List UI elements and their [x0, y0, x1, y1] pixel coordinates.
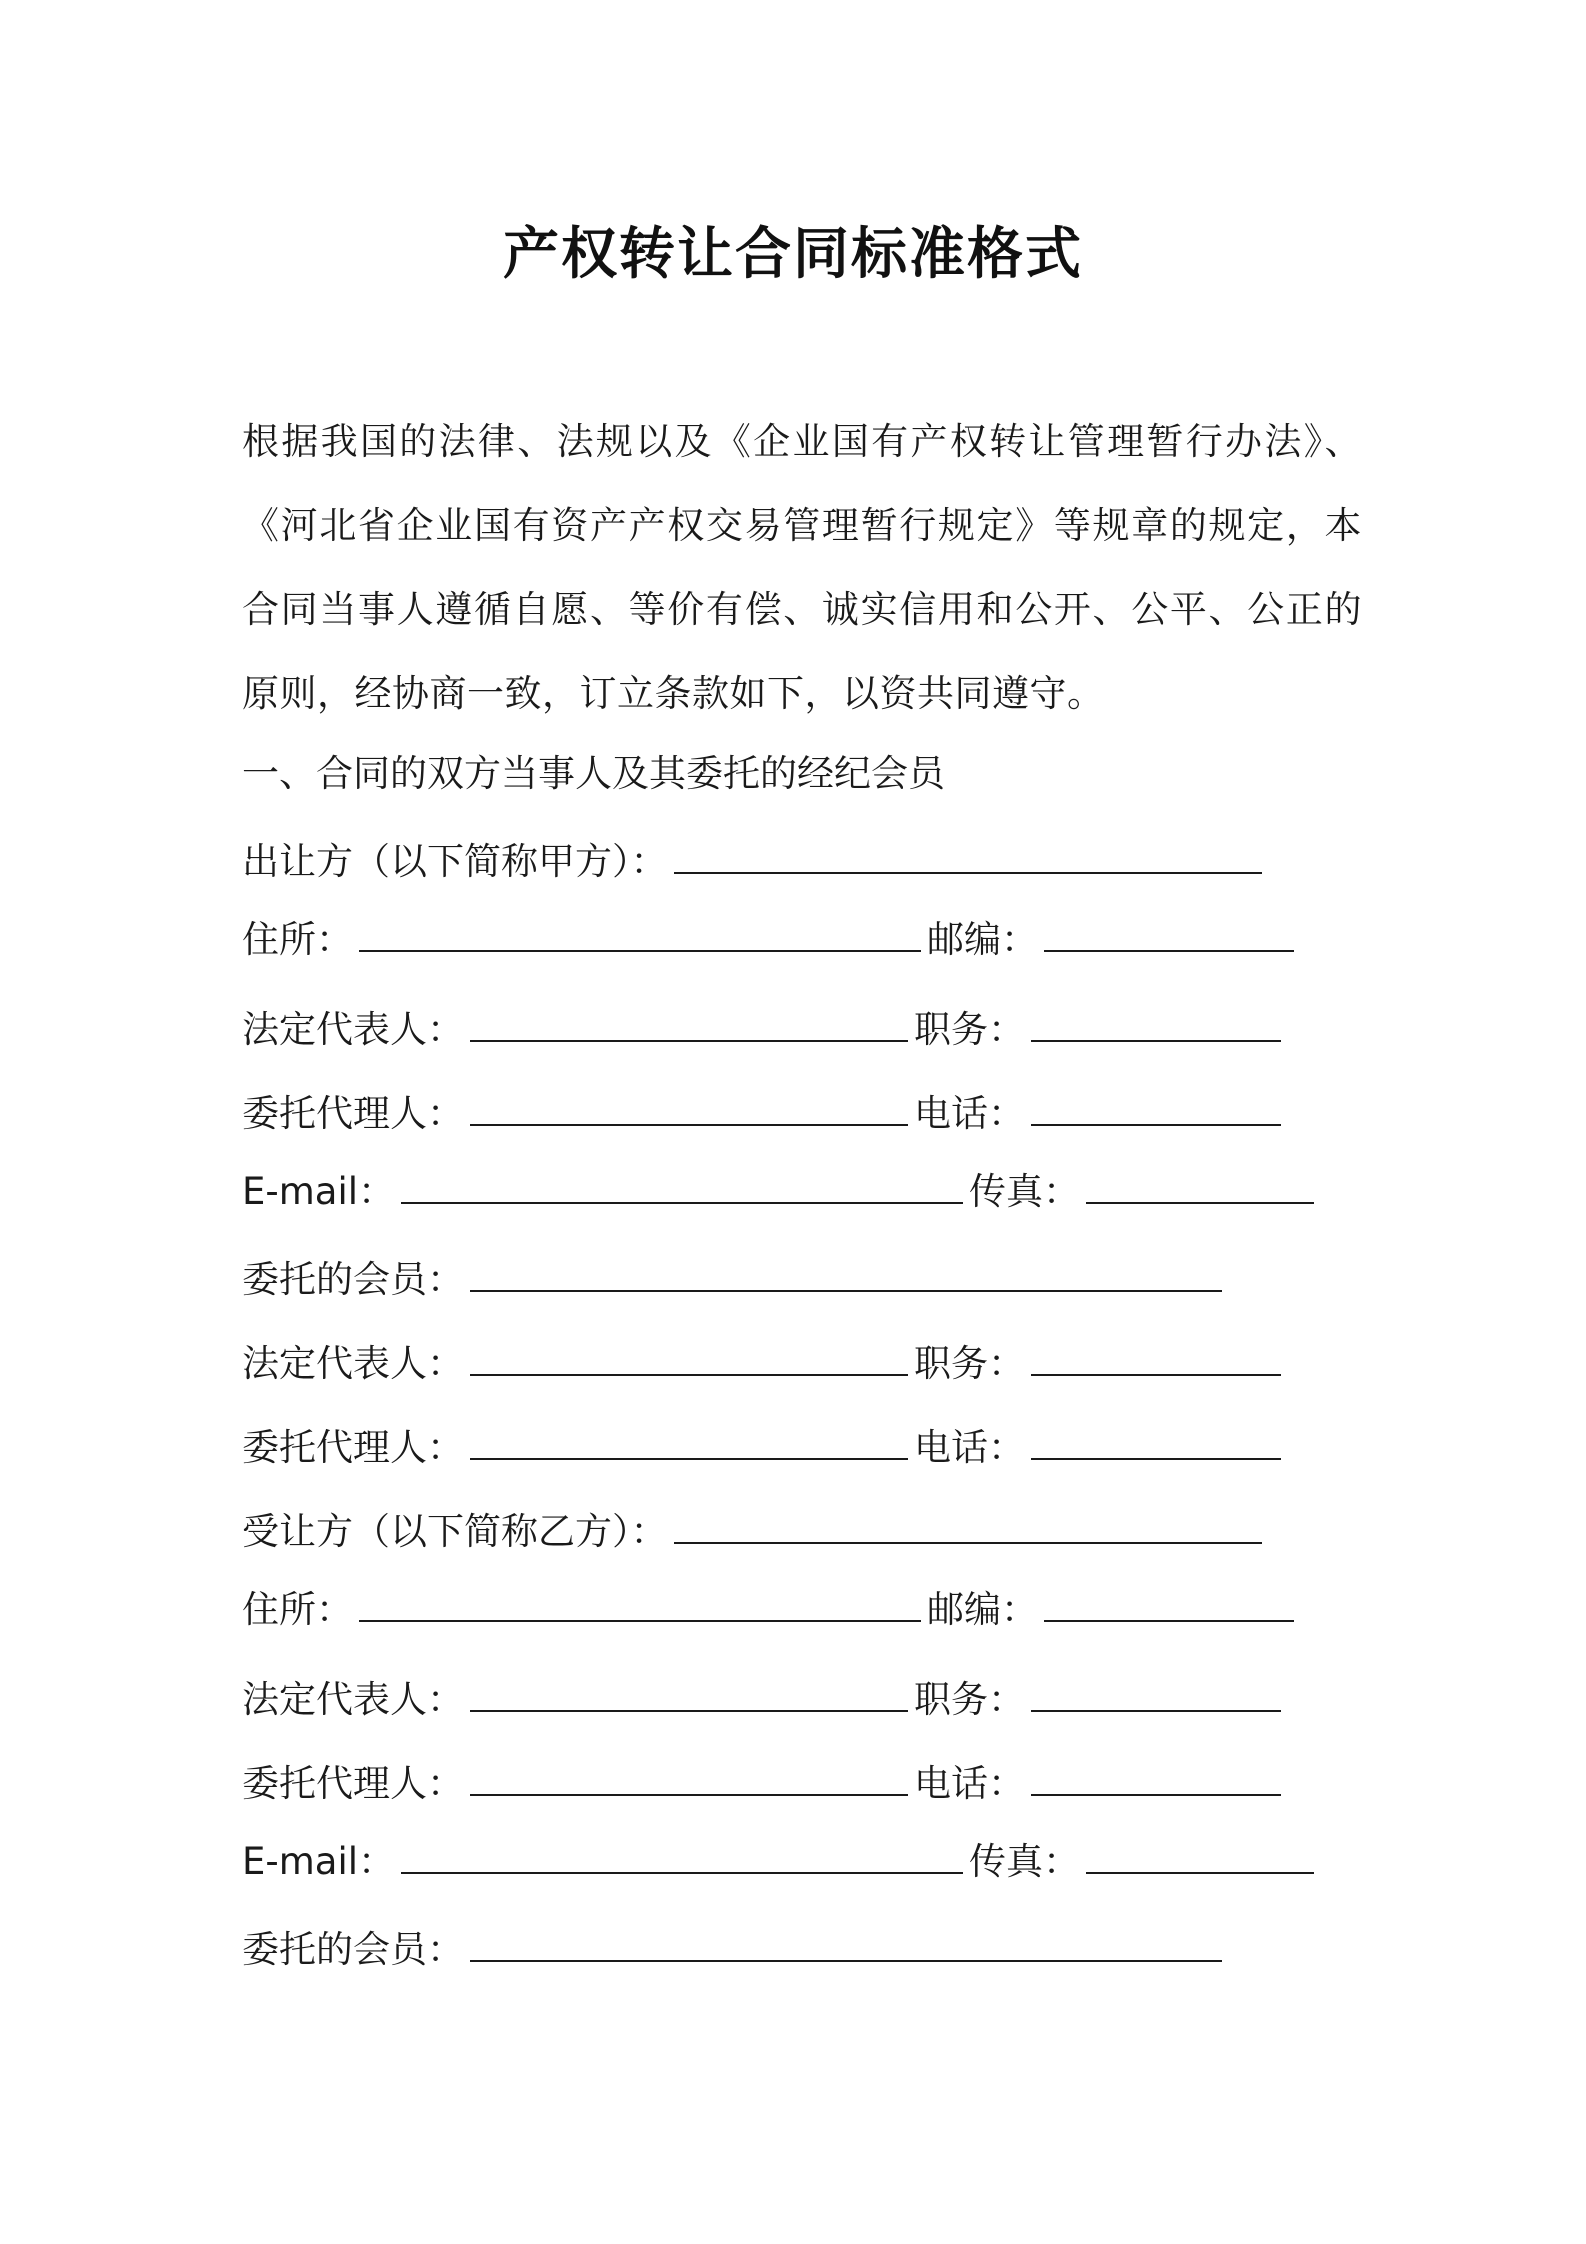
party-a-member-legal-rep-row: [242, 1338, 1287, 1390]
party-a-member-label: 委托的会员：: [242, 1258, 464, 1301]
party-a-agent-field[interactable]: [470, 1094, 908, 1126]
party-a-legal-rep-label: 法定代表人：: [242, 1008, 464, 1051]
party-b-postcode-label: 邮编：: [927, 1588, 1038, 1631]
party-a-member-row: [242, 1254, 1228, 1306]
party-b-member-field[interactable]: [470, 1930, 1222, 1962]
party-a-name-field[interactable]: [674, 842, 1262, 874]
party-a-member-agent-row: [242, 1422, 1287, 1474]
party-b-agent-label: 委托代理人：: [242, 1762, 464, 1805]
party-b-postcode-field[interactable]: [1044, 1590, 1294, 1622]
party-b-name-row: [242, 1506, 1268, 1558]
section-heading-text: 一、合同的双方当事人及其委托的经纪会员: [242, 752, 945, 795]
party-a-fax-field[interactable]: [1086, 1172, 1314, 1204]
party-a-member-position-field[interactable]: [1031, 1344, 1281, 1376]
party-b-email-row: [242, 1836, 1320, 1888]
party-a-member-phone-field[interactable]: [1031, 1428, 1281, 1460]
party-b-email-field[interactable]: [401, 1842, 963, 1874]
party-b-address-label: 住所：: [242, 1588, 353, 1631]
party-a-agent-row: [242, 1088, 1287, 1140]
party-b-legal-rep-field[interactable]: [470, 1680, 908, 1712]
party-a-address-label: 住所：: [242, 918, 353, 961]
party-b-address-row: [242, 1584, 1300, 1636]
party-b-address-field[interactable]: [359, 1590, 921, 1622]
party-a-address-field[interactable]: [359, 920, 921, 952]
party-a-position-field[interactable]: [1031, 1010, 1281, 1042]
party-a-fax-label: 传真：: [969, 1170, 1081, 1213]
party-a-member-agent-field[interactable]: [470, 1428, 908, 1460]
party-b-name-field[interactable]: [674, 1512, 1262, 1544]
party-a-email-label: E-mail：: [242, 1170, 396, 1213]
party-b-position-label: 职务：: [914, 1678, 1025, 1721]
section-heading: [242, 748, 945, 800]
party-a-email-field[interactable]: [401, 1172, 963, 1204]
party-b-agent-field[interactable]: [470, 1764, 908, 1796]
party-a-member-phone-label: 电话：: [914, 1426, 1025, 1469]
party-b-legal-rep-label: 法定代表人：: [242, 1678, 464, 1721]
party-a-postcode-field[interactable]: [1044, 920, 1294, 952]
party-a-address-row: [242, 914, 1300, 966]
party-b-fax-label: 传真：: [969, 1840, 1081, 1883]
party-a-legal-rep-field[interactable]: [470, 1010, 908, 1042]
party-b-member-label: 委托的会员：: [242, 1928, 464, 1971]
party-a-phone-label: 电话：: [914, 1092, 1025, 1135]
party-b-member-row: [242, 1924, 1228, 1976]
party-b-email-label: E-mail：: [242, 1840, 396, 1883]
party-b-phone-label: 电话：: [914, 1762, 1025, 1805]
party-b-fax-field[interactable]: [1086, 1842, 1314, 1874]
party-b-name-label: 受让方（以下简称乙方）：: [242, 1510, 668, 1553]
party-a-member-position-label: 职务：: [914, 1342, 1025, 1385]
document-title: 产权转让合同标准格式: [503, 222, 1083, 287]
party-a-member-field[interactable]: [470, 1260, 1222, 1292]
party-a-name-row: [242, 836, 1268, 888]
party-b-legal-rep-row: [242, 1674, 1287, 1726]
intro-paragraph: 根据我国的法律、法规以及《企业国有产权转让管理暂行办法》、《河北省企业国有资产产权交易管理暂行规定》等规章的规定，本合同当事人遵循自愿、等价有偿、诚实信用和公开、公平、公正的原则，经协商一致，订立条款如下，以资共同遵守。: [242, 420, 1362, 715]
party-a-legal-rep-row: [242, 1004, 1287, 1056]
party-b-phone-field[interactable]: [1031, 1764, 1281, 1796]
party-b-position-field[interactable]: [1031, 1680, 1281, 1712]
party-a-phone-field[interactable]: [1031, 1094, 1281, 1126]
party-a-position-label: 职务：: [914, 1008, 1025, 1051]
party-a-email-row: [242, 1166, 1320, 1218]
party-a-name-label: 出让方（以下简称甲方）：: [242, 840, 668, 883]
party-b-agent-row: [242, 1758, 1287, 1810]
party-a-member-legal-rep-label: 法定代表人：: [242, 1342, 464, 1385]
party-a-member-agent-label: 委托代理人：: [242, 1426, 464, 1469]
party-a-postcode-label: 邮编：: [927, 918, 1038, 961]
party-a-agent-label: 委托代理人：: [242, 1092, 464, 1135]
party-a-member-legal-rep-field[interactable]: [470, 1344, 908, 1376]
